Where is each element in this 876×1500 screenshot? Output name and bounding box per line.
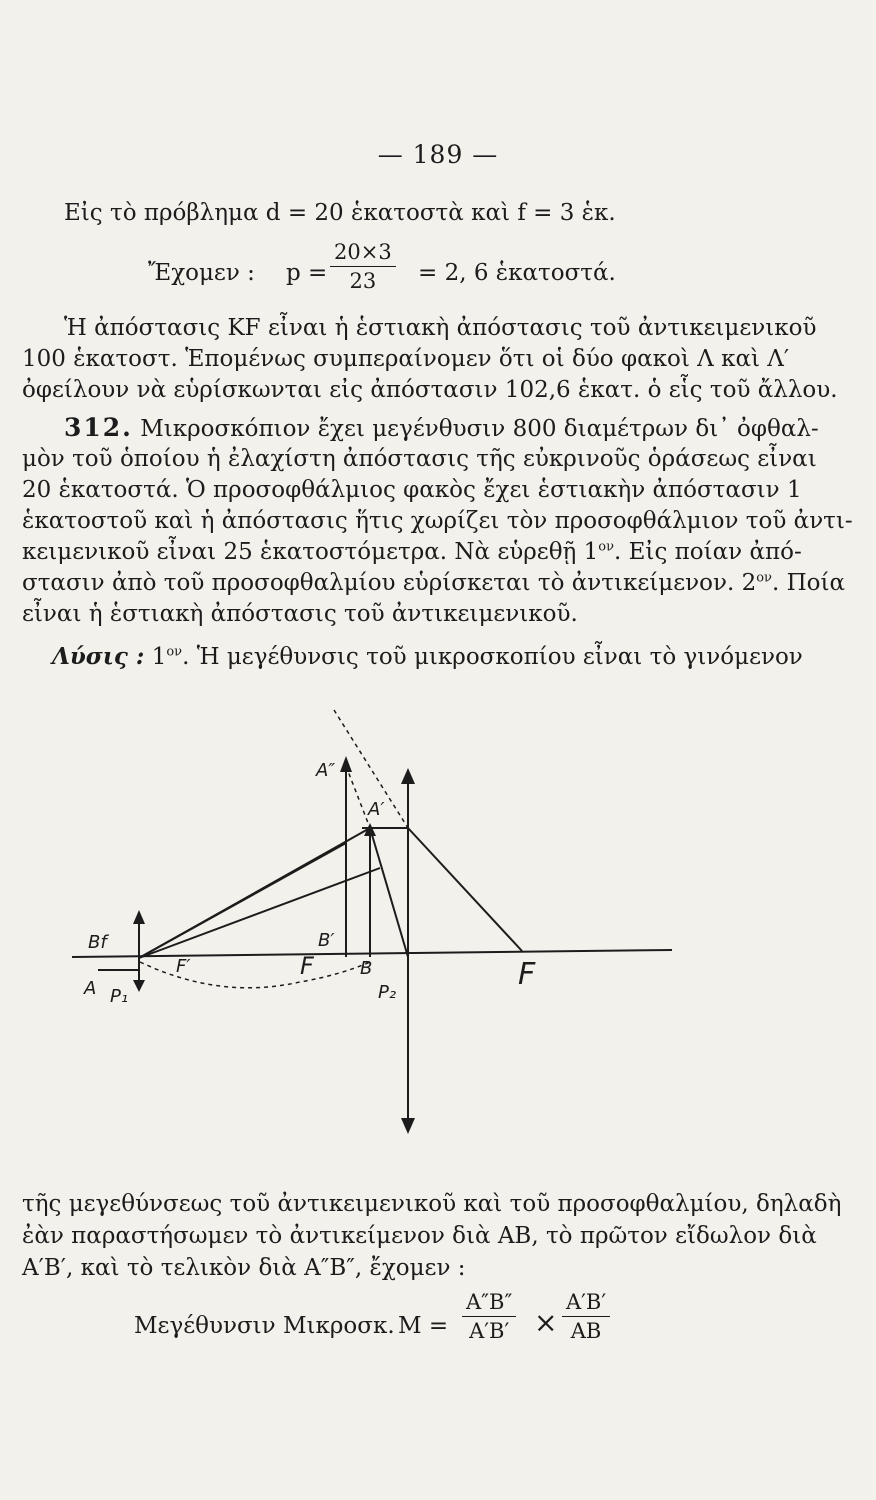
label-F-mid: F xyxy=(300,952,314,980)
ray-through-image xyxy=(370,828,408,957)
text-line-13-b: . Ἡ μεγέθυνσις τοῦ μικροσκοπίου εἶναι τὸ γινόμενον xyxy=(182,644,803,670)
final-image-arrow xyxy=(340,756,352,772)
text-line-5: ὀφείλουν νὰ εὑρίσκωνται εἰς ἀπόστασιν 102,6 ἑκατ. ὁ εἷς τοῦ ἄλλου. xyxy=(22,377,838,403)
label-B: B xyxy=(360,958,373,979)
eyepiece-arrow-bottom xyxy=(401,1118,415,1134)
objective-arrow-top xyxy=(133,910,145,924)
text-line-11-sup: ον xyxy=(756,570,772,586)
lysis-label: Λύσις : xyxy=(52,643,145,670)
formula-label: Μεγέθυνσιν Μικροσκ. xyxy=(134,1313,395,1339)
text-line-1: Εἰς τὸ πρόβλημα d = 20 ἑκατοστὰ καὶ f = 3 ἑκ. xyxy=(64,200,616,226)
label-F-right: F xyxy=(518,957,536,992)
text-line-10-sup: ον xyxy=(598,539,615,555)
text-line-8: 20 ἑκατοστά. Ὁ προσοφθάλμιος φακὸς ἔχει ἑστιακὴν ἀπόστασιν 1 xyxy=(22,477,802,503)
label-P2: P₂ xyxy=(378,982,397,1003)
dashed-arc xyxy=(140,962,370,988)
text-line-16: A′B′, καὶ τὸ τελικὸν διὰ A″B″, ἔχομεν : xyxy=(22,1255,466,1281)
text-line-7: μὸν τοῦ ὁποίου ἡ ἐλαχίστη ἀπόστασις τῆς εὐκρινοῦς ὁράσεως εἶναι xyxy=(22,446,817,472)
page-number: — 189 — xyxy=(377,140,499,169)
text-line-10-a: κειμενικοῦ εἶναι 25 ἑκατοστόμετρα. Νὰ εὑρεθῇ 1 xyxy=(22,539,599,565)
text-line-9: ἑκατοστοῦ καὶ ἡ ἀπόστασις ἥτις χωρίζει τὸν προσοφθάλμιον τοῦ ἀντι- xyxy=(22,508,853,534)
text-line-15: ἐὰν παραστήσωμεν τὸ ἀντικείμενον διὰ AB, τὸ πρῶτον εἴδωλον διὰ xyxy=(22,1223,817,1249)
label-A: A xyxy=(84,978,97,999)
optical-axis xyxy=(72,950,672,957)
fraction-2 xyxy=(562,1290,610,1343)
fraction-p-numerator: 20×3 xyxy=(330,240,396,267)
text-line-4: 100 ἑκατοστ. Ἑπομένως συμπεραίνομεν ὅτι οἱ δύο φακοὶ Λ καὶ Λ′ xyxy=(22,346,790,372)
ray-lower xyxy=(139,843,346,958)
text-line-11-a: στασιν ἀπὸ τοῦ προσοφθαλμίου εὑρίσκεται τὸ ἀντικείμενον. 2 xyxy=(22,570,757,596)
text-line-3: Ἡ ἀπόστασις KF εἶναι ἡ ἑστιακὴ ἀπόστασις τοῦ ἀντικειμενικοῦ xyxy=(64,315,817,341)
fraction-2-numerator: A′B′ xyxy=(562,1290,610,1317)
label-P1: P₁ xyxy=(110,986,129,1007)
objective-arrow-bottom xyxy=(133,980,145,992)
text-line-2-a: Ἔχομεν : xyxy=(148,260,255,286)
fraction-p-denominator: 23 xyxy=(349,269,377,293)
text-line-11-b: . Ποία xyxy=(771,570,846,596)
ray-to-focus xyxy=(408,828,522,951)
text-line-12: εἶναι ἡ ἑστιακὴ ἀπόστασις τοῦ ἀντικειμενικοῦ. xyxy=(22,601,578,627)
text-line-6: Μικροσκόπιον ἔχει μεγένθυσιν 800 διαμέτρων δι᾽ ὀφθαλ- xyxy=(140,416,819,442)
fraction-1 xyxy=(462,1290,516,1343)
label-Bf: Bf xyxy=(88,932,107,953)
fraction-1-numerator: A″B″ xyxy=(462,1290,516,1317)
text-line-10-b: . Εἰς ποίαν ἀπό- xyxy=(614,539,802,565)
fraction-1-denominator: A′B′ xyxy=(469,1319,510,1343)
fraction-2-denominator: AB xyxy=(570,1319,602,1343)
text-line-2-b: p = xyxy=(286,260,328,286)
label-B-prime: B′ xyxy=(318,930,335,951)
eyepiece-arrow-top xyxy=(401,768,415,784)
formula-times: × xyxy=(534,1306,558,1339)
label-A-prime: A′ xyxy=(368,799,385,820)
text-line-13-sup: ον xyxy=(166,644,183,660)
label-A-double-prime: A″ xyxy=(316,760,336,781)
section-number: 312. xyxy=(64,413,133,442)
text-line-14: τῆς μεγεθύνσεως τοῦ ἀντικειμενικοῦ καὶ τοῦ προσοφθαλμίου, δηλαδὴ xyxy=(22,1191,842,1217)
ray-center xyxy=(139,868,380,958)
text-line-13-a: 1 xyxy=(151,644,167,670)
text-line-2-c: = 2, 6 ἑκατοστά. xyxy=(418,260,616,286)
formula-M: M = xyxy=(398,1313,449,1339)
label-F-prime: F′ xyxy=(176,956,191,977)
virtual-ray-2 xyxy=(346,766,370,828)
